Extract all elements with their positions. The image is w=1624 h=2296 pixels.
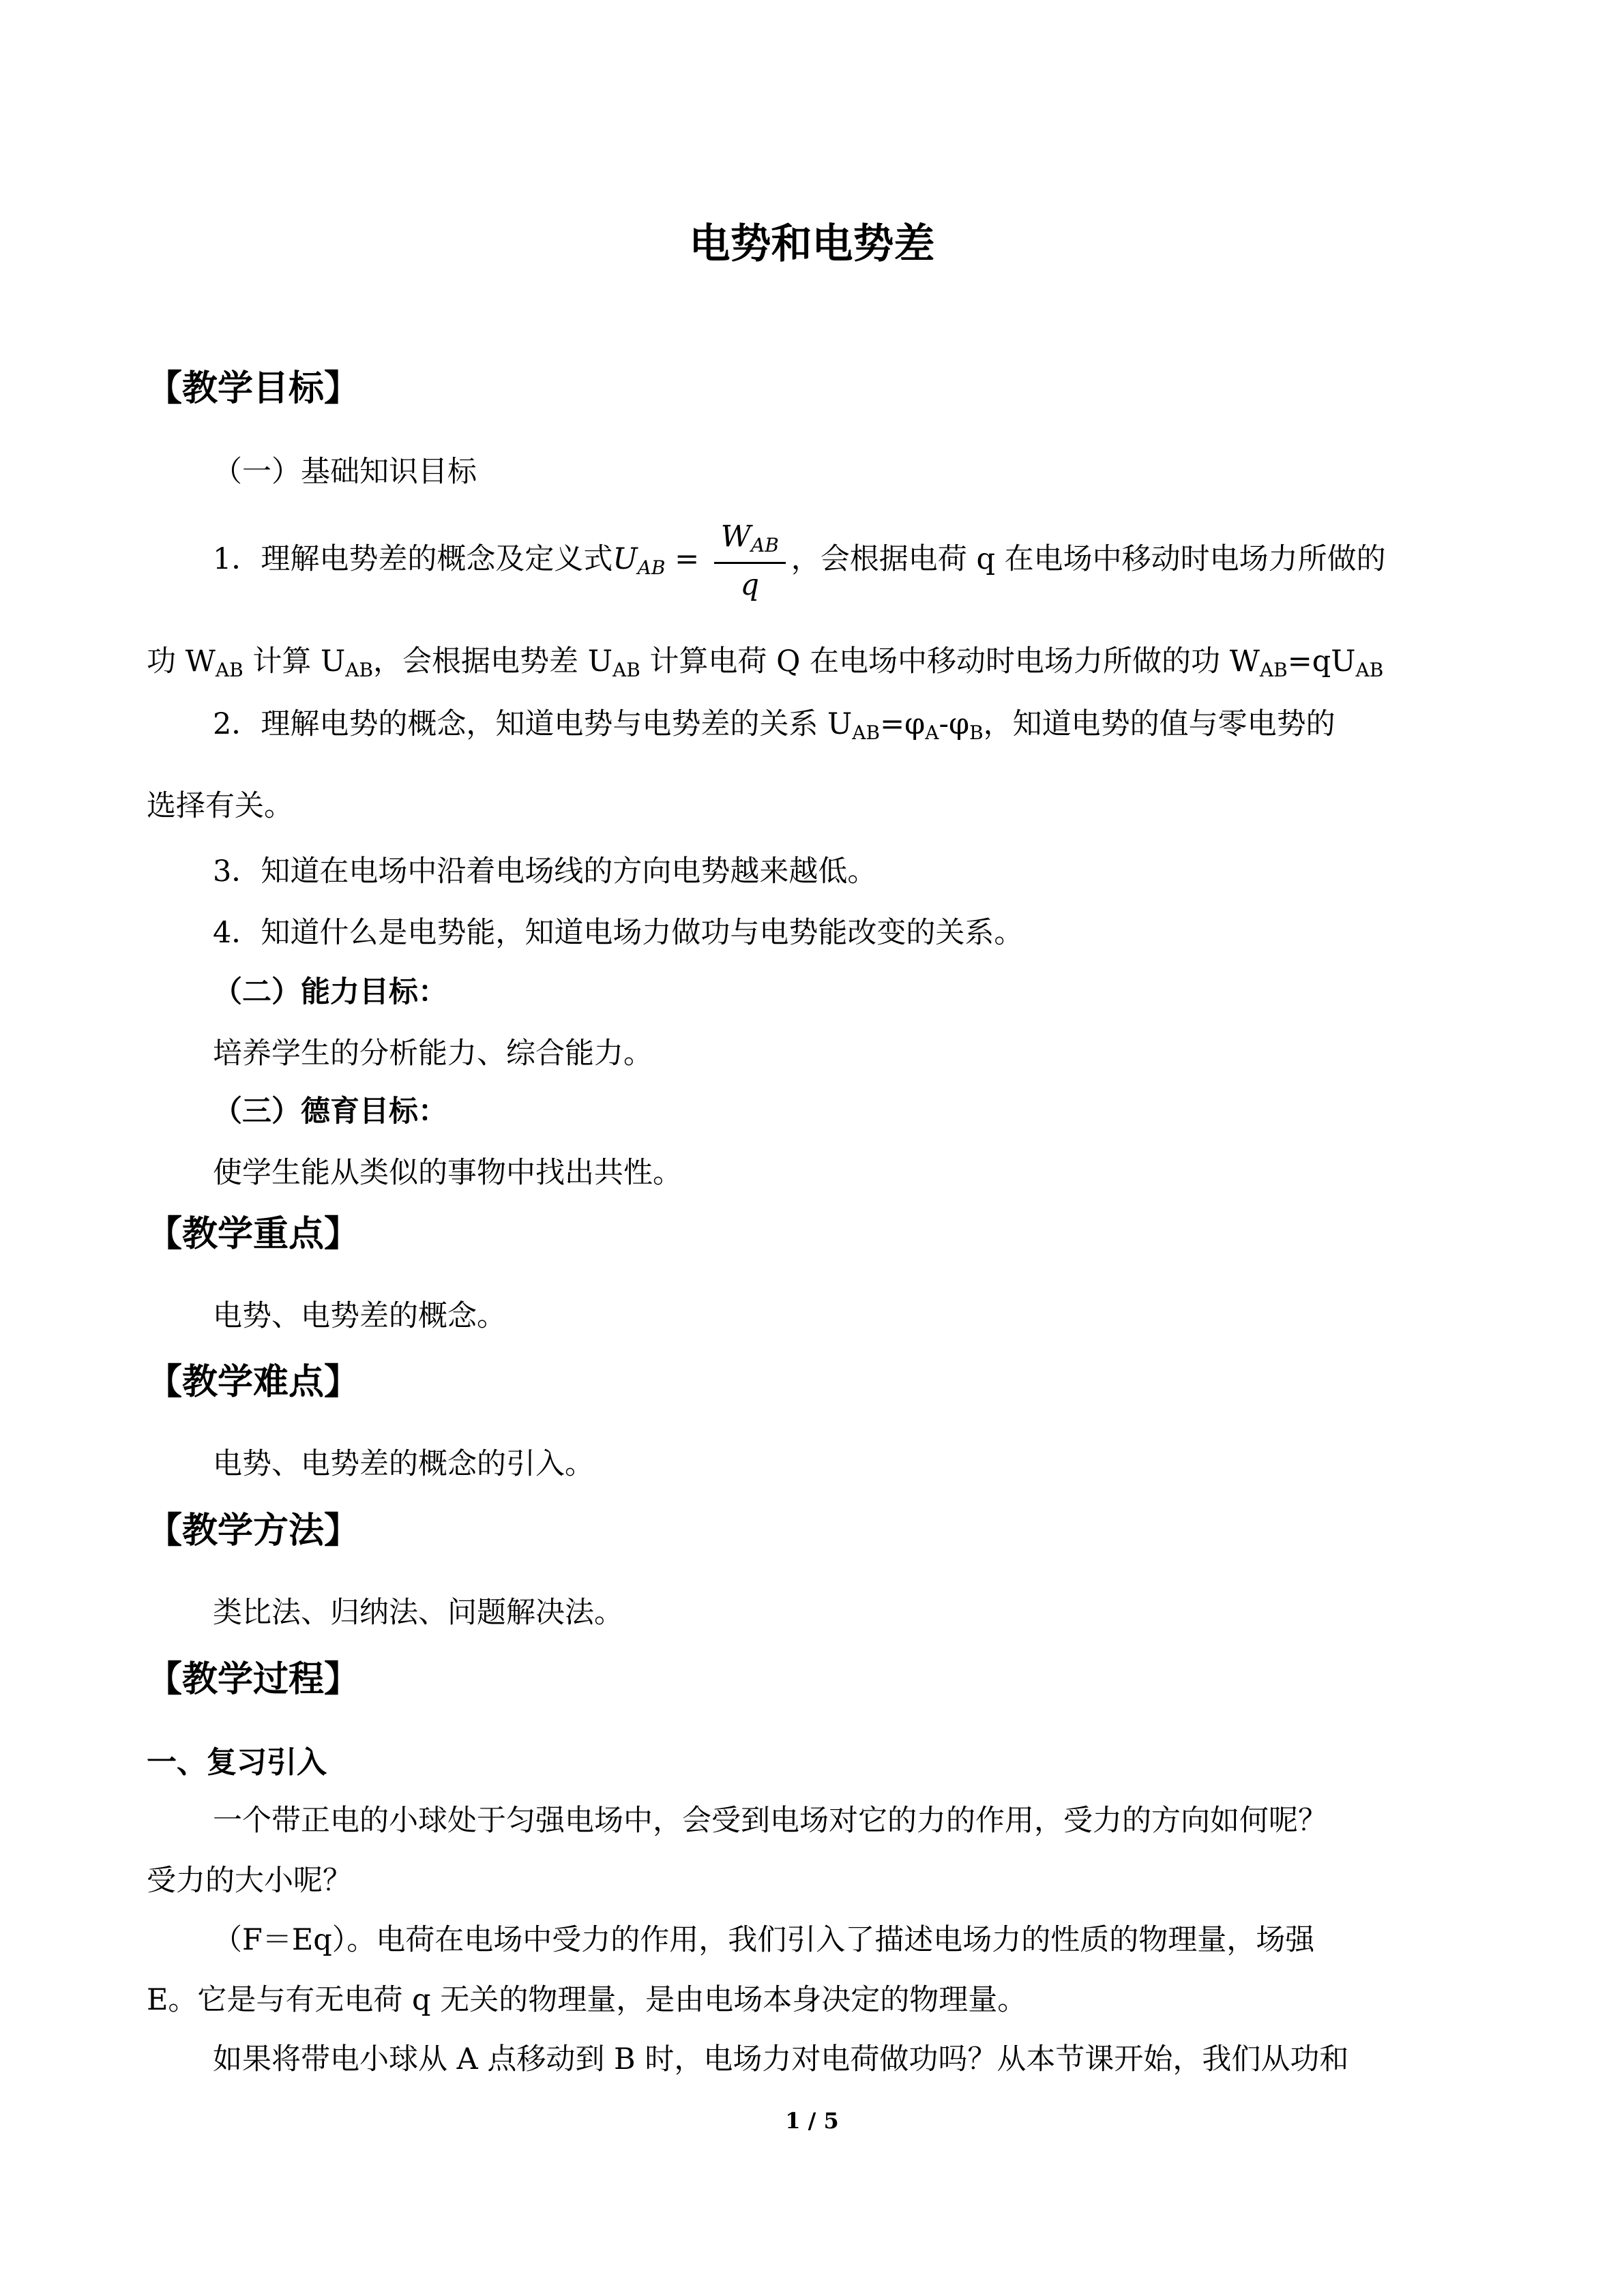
key-points-text: 电势、电势差的概念。 — [213, 1299, 506, 1333]
objective-item-1-continued: 功 $W_{AB}$ 计算 $U_{AB}$，会根据电势差 $U_{AB}$ 计算电荷 Q 在电场中移动时电场力所做的功 $W_{AB}=qU_{AB}$ — [147, 644, 1384, 681]
moral-text: 使学生能从类似的事物中找出共性。 — [213, 1156, 682, 1190]
heading-difficulties: 【教学难点】 — [147, 1362, 360, 1403]
page-number: 1 / 5 — [785, 2108, 839, 2134]
objective-item-2: 2．理解电势的概念，知道电势与电势差的关系 $U_{AB}=\varphi_A-\varphi_B$，知道电势的值与零电势的 — [213, 707, 1335, 744]
process-paragraph-2-line-1: （F＝Eq）。电荷在电场中受力的作用，我们引入了描述电场力的性质的物理量，场强 — [213, 1923, 1315, 1957]
objective-item-4: 4．知道什么是电势能，知道电场力做功与电势能改变的关系。 — [213, 916, 1024, 950]
ability-text: 培养学生的分析能力、综合能力。 — [213, 1037, 653, 1071]
formula-u: U — [612, 542, 638, 576]
heading-methods: 【教学方法】 — [147, 1510, 360, 1551]
sub-heading-ability: （二）能力目标： — [213, 975, 447, 1009]
objective-item-3: 3．知道在电场中沿着电场线的方向电势越来越低。 — [213, 854, 877, 889]
difficulties-text: 电势、电势差的概念的引入。 — [213, 1447, 594, 1481]
objective-item-1: 1．理解电势差的概念及定义式$U_{AB}$ = $\frac{W_{AB}}{q}$ ，会根据电荷 q 在电场中移动时电场力所做的 — [213, 520, 1386, 602]
objective-item-2-continued: 选择有关。 — [147, 789, 293, 823]
formula-fraction: $\frac{W_{AB}}{q}$ — [714, 522, 786, 600]
sub-heading-basic-knowledge: （一）基础知识目标 — [213, 455, 477, 489]
heading-key-points: 【教学重点】 — [147, 1214, 360, 1255]
heading-objectives: 【教学目标】 — [147, 368, 360, 409]
section-review: 一、复习引入 — [147, 1745, 327, 1780]
process-paragraph-1-line-1: 一个带正电的小球处于匀强电场中，会受到电场对它的力的作用，受力的方向如何呢？ — [213, 1804, 1327, 1838]
process-paragraph-2-line-2: E。它是与有无电荷 q 无关的物理量，是由电场本身决定的物理量。 — [147, 1983, 1027, 2017]
process-paragraph-3-line-1: 如果将带电小球从 A 点移动到 B 时，电场力对电荷做功吗？从本节课开始，我们从功和 — [213, 2042, 1349, 2076]
sub-heading-moral: （三）德育目标： — [213, 1094, 447, 1129]
page-title: 电势和电势差 — [689, 220, 935, 268]
methods-text: 类比法、归纳法、问题解决法。 — [213, 1596, 623, 1630]
process-paragraph-1-line-2: 受力的大小呢？ — [147, 1864, 352, 1898]
heading-process: 【教学过程】 — [147, 1659, 360, 1700]
